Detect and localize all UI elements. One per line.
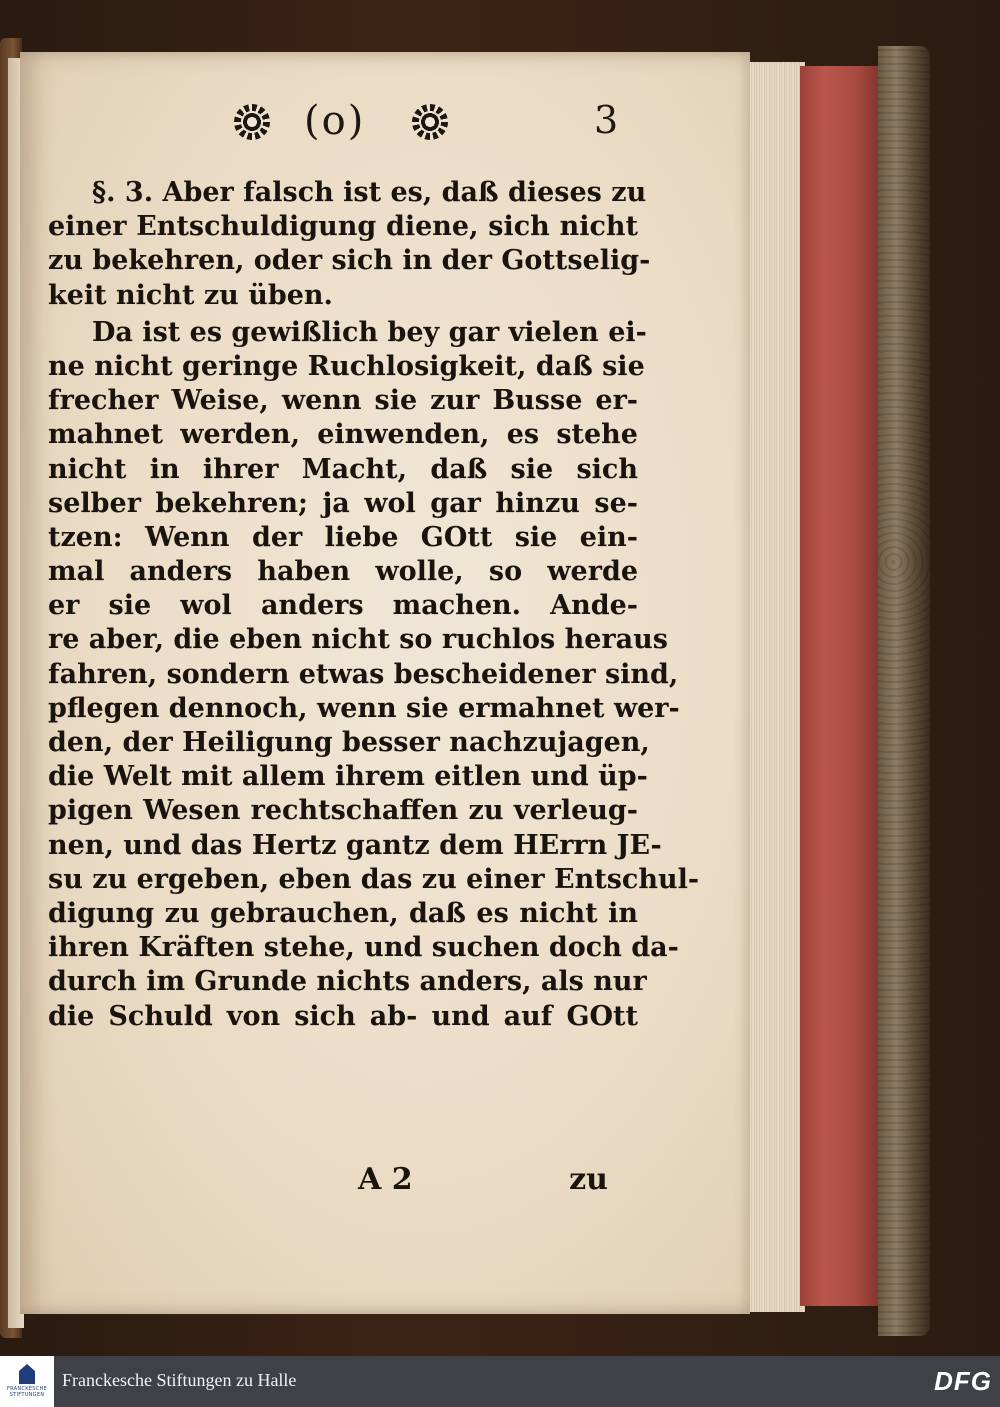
text-line: re aber, die eben nicht so ruchlos heraus	[48, 624, 668, 656]
ornament-right-icon	[412, 104, 448, 140]
text-line: zu bekehren, oder sich in der Gottselig-	[48, 245, 651, 277]
dfg-logo[interactable]: DFG	[934, 1366, 992, 1396]
text-line: su zu ergeben, eben das zu einer Entschul-	[48, 863, 700, 895]
text-line: einer Entschuldigung diene, sich nicht	[48, 211, 638, 243]
text-line: durch im Grunde nichts anders, als nur	[48, 966, 647, 998]
text-line: frecher Weise, wenn sie zur Busse er-	[48, 385, 638, 417]
page-header	[232, 100, 632, 150]
page-edges	[745, 62, 805, 1312]
text-line: pflegen dennoch, wenn sie ermahnet wer-	[48, 692, 680, 724]
text-line: digung zu gebrauchen, daß es nicht in	[48, 897, 638, 929]
page-body	[48, 176, 700, 1034]
text-line: ne nicht geringe Ruchlosigkeit, daß sie	[48, 350, 645, 382]
catchword: zu	[569, 1162, 608, 1197]
text-line: er sie wol anders machen. Ande-	[48, 590, 638, 622]
right-cover	[878, 46, 930, 1336]
text-line: mal anders haben wolle, so werde	[48, 556, 638, 588]
page-footer	[48, 1162, 608, 1202]
text-line: den, der Heiligung besser nachzujagen,	[48, 727, 650, 758]
text-line: keit nicht zu üben.	[48, 279, 333, 311]
text-line: nicht in ihrer Macht, daß sie sich	[48, 453, 638, 485]
institution-link[interactable]: Franckesche Stiftungen zu Halle	[62, 1370, 297, 1390]
running-head: (o)	[304, 98, 366, 144]
text-line: die Schuld von sich ab- und auf GOtt	[48, 1000, 638, 1032]
text-line: die Welt mit allem ihrem eitlen und üp-	[48, 761, 648, 793]
ornament-left-icon	[234, 104, 270, 140]
text-line: fahren, sondern etwas bescheidener sind,	[48, 658, 679, 690]
text-line: tzen: Wenn der liebe GOtt sie ein-	[48, 521, 638, 553]
text-line: Da ist es gewißlich bey gar vielen ei-	[92, 316, 647, 348]
text-line: ihren Kräften stehe, und suchen doch da-	[48, 932, 679, 964]
text-line: nen, und das Hertz gantz dem HErrn JE-	[48, 829, 662, 861]
red-page-edge	[800, 66, 882, 1306]
text-line: selber bekehren; ja wol gar hinzu se-	[48, 487, 638, 519]
text-line: mahnet werden, einwenden, es stehe	[48, 419, 638, 451]
orphanage-icon	[19, 1364, 35, 1384]
text-line: §. 3. Aber falsch ist es, daß dieses zu	[92, 177, 647, 208]
signature-mark: A 2	[358, 1162, 413, 1197]
attribution-bar	[0, 1356, 1000, 1407]
page-number: 3	[594, 98, 619, 142]
text-line: pigen Wesen rechtschaffen zu verleug-	[48, 795, 638, 827]
institution-logo[interactable]	[0, 1356, 54, 1407]
logo-text: FRANCKESCHE STIFTUNGEN	[6, 1386, 48, 1398]
